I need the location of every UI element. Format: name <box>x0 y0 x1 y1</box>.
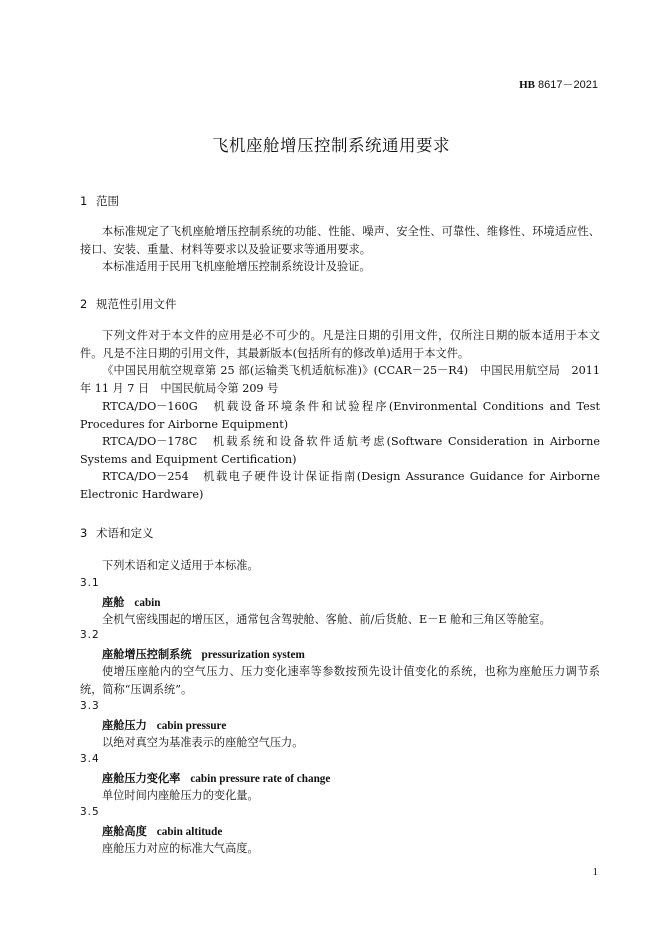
section-3-heading: 3 术语和定义 <box>80 526 154 540</box>
clause-number: 3.5 <box>80 806 100 818</box>
term-heading: 座舱压力变化率 cabin pressure rate of change <box>102 772 331 785</box>
term-heading: 座舱高度 cabin altitude <box>102 825 223 838</box>
document-title: 飞机座舱增压控制系统通用要求 <box>212 136 450 155</box>
term-definition: 以绝对真空为基准表示的座舱空气压力。 <box>102 736 304 749</box>
reference-do254: RTCA/DO－254 机载电子硬件设计保证指南(Design Assurance Guidance for Airborne Electronic Hardware) <box>80 470 600 501</box>
term-definition: 单位时间内座舱压力的变化量。 <box>102 789 259 802</box>
page-number: 1 <box>592 866 598 878</box>
term-heading: 座舱 cabin <box>102 596 161 609</box>
term-heading: 座舱压力 cabin pressure <box>102 719 227 732</box>
standard-code: HB 8617－2021 <box>519 79 598 91</box>
clause-number: 3.1 <box>80 577 100 589</box>
clause-number: 3.4 <box>80 753 100 765</box>
reference-do178c: RTCA/DO－178C 机载系统和设备软件适航考虑(Software Consideration in Airborne Systems and Equipment Certification) <box>80 435 600 466</box>
section-2-heading: 2 规范性引用文件 <box>80 297 177 311</box>
section-1-heading: 1 范围 <box>80 194 119 208</box>
section-2-paragraph-1: 下列文件对于本文件的应用是必不可少的。凡是注日期的引用文件，仅所注日期的版本适用于本文件。凡是不注日期的引用文件，其最新版本(包括所有的修改单)适用于本文件。 <box>80 329 600 360</box>
section-3-intro: 下列术语和定义适用于本标准。 <box>102 559 259 572</box>
reference-ccar: 《中国民用航空规章第 25 部(运输类飞机适航标准)》(CCAR－25－R4) 中国民用航空局 2011 年 11 月 7 日 中国民航局令第 209 号 <box>80 364 600 395</box>
section-1-paragraph-1: 本标准规定了飞机座舱增压控制系统的功能、性能、噪声、安全性、可靠性、维修性、环境适应性、接口、安装、重量、材料等要求以及验证要求等通用要求。 <box>80 225 600 256</box>
term-definition: 全机气密线围起的增压区，通常包含驾驶舱、客舱、前/后货舱、E－E 舱和三角区等舱室。 <box>102 613 551 626</box>
reference-do160g: RTCA/DO－160G 机载设备环境条件和试验程序(Environmental Conditions and Test Procedures for Airborne Equipment) <box>80 400 600 431</box>
clause-number: 3.3 <box>80 700 100 712</box>
term-heading: 座舱增压控制系统 pressurization system <box>102 648 305 661</box>
term-definition: 座舱压力对应的标准大气高度。 <box>102 842 259 855</box>
term-definition: 使增压座舱内的空气压力、压力变化速率等参数按预先设计值变化的系统，也称为座舱压力调节系统，简称“压调系统”。 <box>80 665 600 696</box>
clause-number: 3.2 <box>80 629 100 641</box>
section-1-paragraph-2: 本标准适用于民用飞机座舱增压控制系统设计及验证。 <box>102 260 371 273</box>
